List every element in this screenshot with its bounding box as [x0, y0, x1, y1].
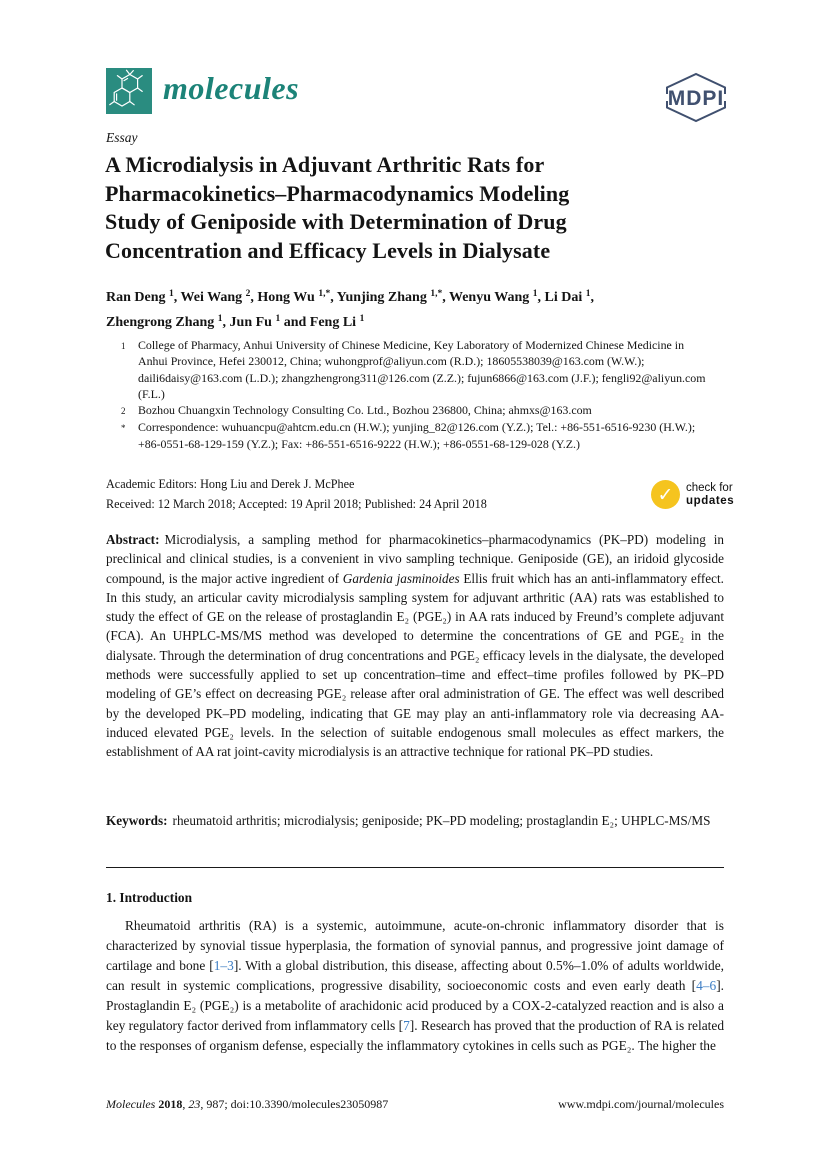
affiliations	[121, 337, 711, 452]
abstract-label: Abstract:	[106, 532, 160, 547]
text-segment: 1,*	[318, 289, 331, 299]
text-segment: , Yunjing Zhang	[330, 290, 431, 305]
footer-citation	[106, 1097, 388, 1112]
svg-text:MDPI: MDPI	[667, 87, 725, 110]
title-line: Pharmacokinetics–Pharmacodynamics Modeling	[105, 180, 570, 206]
citation-link[interactable]: 7	[403, 1018, 410, 1033]
affiliation-marker: *	[121, 423, 126, 434]
keywords-label: Keywords:	[106, 813, 168, 828]
text-segment: 1	[359, 313, 365, 324]
badge-line1: check for	[686, 482, 733, 494]
affiliation-text: College of Pharmacy, Anhui University of Chinese Medicine, Key Laboratory of Modernized Chinese Medicine in Anhui Province, Hefei 230012, China; wuhongprof@aliyun.com (R.D.); 18605538039@163.com (W.W.); daili6daisy@163.com (L.D.); zhangzhengrong311@126.com (Z.Z.); fujun6866@163.com (J.F.); fengli92@aliyun.com (F.L.)	[138, 338, 706, 401]
text-segment: ]. Research has proved that the production of RA is related to the responses of organism defense, especially the inflammatory cytokines in cells such as PGE₂. The higher the	[106, 1018, 725, 1053]
text-segment: , Wei Wang	[173, 290, 246, 305]
text-segment: 23	[188, 1097, 201, 1111]
affiliation-item	[121, 419, 711, 452]
text-segment: 1	[169, 289, 174, 299]
journal-logo	[106, 68, 152, 114]
text-segment: Rheumatoid arthritis (RA) is a systemic, autoimmune, acute-on-chronic inflammatory disorder that is characterized by synovial tissue hyperplasia, the formation of synovial pannus, and progressive joint damage of cartilage and bone [	[106, 918, 724, 973]
text-segment: ,	[182, 1097, 189, 1111]
section-heading: 1. Introduction	[106, 890, 193, 905]
text-segment: , 987; doi:10.3390/molecules23050987	[200, 1097, 389, 1111]
text-segment: 2	[245, 289, 251, 299]
text-segment: ]. Prostaglandin E₂ (PGE₂) is a metabolite of arachidonic acid produced by a COX-2-catalyzed reaction and is also a key regulatory factor derived from inflammatory cells [	[106, 978, 724, 1033]
journal-wordmark: molecules	[163, 70, 300, 106]
text-segment: 1	[275, 313, 281, 324]
affiliation-item	[121, 337, 711, 402]
text-segment: 2018	[158, 1097, 183, 1111]
title-line: A Microdialysis in Adjuvant Arthritic Rats for	[105, 152, 545, 177]
section-divider	[106, 867, 724, 868]
article-dates: Received: 12 March 2018; Accepted: 19 April 2018; Published: 24 April 2018	[106, 496, 487, 511]
academic-editors: Academic Editors: Hong Liu and Derek J. McPhee	[106, 477, 355, 491]
text-segment: 1,*	[430, 289, 443, 299]
text-segment: , Hong Wu	[250, 290, 319, 305]
check-icon: ✓	[651, 480, 680, 509]
intro-paragraph	[106, 916, 724, 1056]
keywords	[106, 811, 724, 830]
abstract-text	[106, 532, 724, 759]
text-segment: Gardenia jasminoides	[342, 570, 460, 586]
citation-link[interactable]: 1–3	[213, 958, 234, 973]
affiliation-text: Correspondence: wuhuancpu@ahtcm.edu.cn (H.W.); yunjing_82@126.com (Y.Z.); Tel.: +86-551-6516-9230 (H.W.); +86-0551-68-129-159 (Y.Z.); Fax: +86-551-6516-9222 (H.W.); +86-0551-68-129-028 (Y.Z.)	[138, 420, 696, 451]
badge-text	[686, 482, 734, 507]
text-segment: , Jun Fu	[222, 314, 276, 330]
text-segment: Microdialysis, a sampling method for pharmacokinetics–pharmacodynamics (PK–PD) modeling in preclinical and clinical studies, is a convenient in vivo sampling technique. Geniposide (GE), an iridoid glycoside compound, is the major active ingredient of	[106, 532, 724, 586]
mdpi-hexagon-icon	[652, 71, 740, 123]
page-footer	[106, 1097, 724, 1112]
molecule-icon	[106, 68, 152, 114]
badge-line2: updates	[686, 494, 735, 507]
text-segment: Ran Deng	[106, 290, 170, 305]
text-segment: Ellis fruit which has an anti-inflammatory effect. In this study, an articular cavity microdialysis sampling system for adjuvant arthritic (AA) rats was established to study the effect of GE on the release of prostaglandin E₂ (PGE₂) in AA rats induced by Freund’s complete adjuvant (FCA). An UHPLC-MS/MS method was developed to determine the concentrations of GE and PGE₂ in the dialysate. Through the determination of drug concentrations and PGE₂ efficacy levels in the dialysate, the developed methods were successfully applied to set up concentration–time and effect–time profiles followed by PK–PD modeling of GE’s effect on decreasing PGE₂ release after oral administration of GE. The effect was well described by the developed PK–PD modeling, indicating that GE may play an anti-inflammatory role via decreasing AA-induced elevated PGE₂ levels. In the selection of suitable endogenous small molecules as effect markers, the establishment of AA rat joint-cavity microdialysis is an attractive technique for rational PK–PD studies.	[106, 570, 724, 760]
title-line: Concentration and Efficacy Levels in Dialysate	[105, 237, 551, 263]
page-title	[105, 151, 745, 265]
text-segment: , Wenyu Wang	[442, 290, 533, 305]
text-segment: and Feng Li	[280, 314, 360, 330]
text-segment: Molecules	[106, 1097, 159, 1111]
check-updates-badge[interactable]	[651, 480, 734, 509]
text-segment: , Li Dai	[537, 290, 586, 305]
keywords-text: rheumatoid arthritis; microdialysis; geniposide; PK–PD modeling; prostaglandin E₂; UHPLC-MS/MS	[172, 813, 711, 828]
text-segment: 1	[585, 289, 591, 299]
text-segment: Zhengrong Zhang	[106, 314, 218, 330]
text-segment: 1	[217, 313, 223, 324]
author-list	[106, 284, 736, 333]
affiliation-marker: 2	[121, 406, 126, 417]
affiliation-marker: 1	[121, 341, 126, 351]
mdpi-logo	[652, 71, 740, 123]
footer-url[interactable]: www.mdpi.com/journal/molecules	[558, 1097, 724, 1111]
text-segment: ,	[590, 290, 594, 305]
text-segment: 1	[532, 289, 538, 299]
editorial-info	[106, 475, 646, 514]
affiliation-item	[121, 402, 711, 419]
citation-link[interactable]: 4–6	[696, 978, 717, 993]
affiliation-text: Bozhou Chuangxin Technology Consulting Co. Ltd., Bozhou 236800, China; ahmxs@163.com	[138, 403, 592, 418]
title-line: Study of Geniposide with Determination of Drug	[105, 209, 567, 234]
article-type: Essay	[106, 130, 138, 145]
abstract	[106, 530, 724, 762]
text-segment: ]. With a global distribution, this disease, affecting about 0.5%–1.0% of adults worldwide, can result in systemic complications, progressive disability, socioeconomic costs and even early death [	[106, 958, 724, 993]
